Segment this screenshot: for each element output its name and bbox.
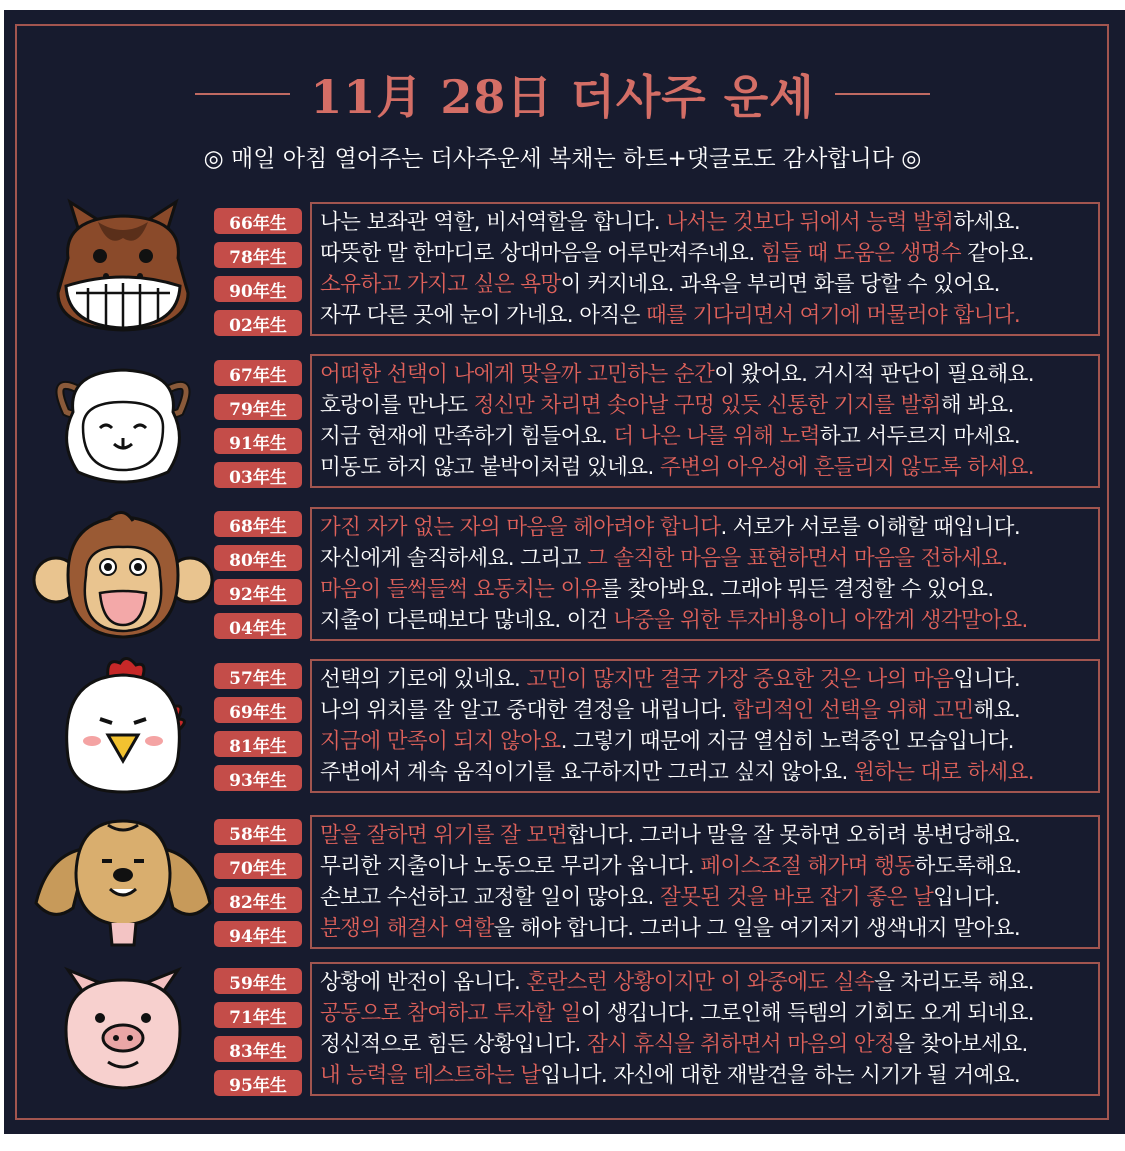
birth-year-badge: 81年生 xyxy=(214,731,302,757)
fortune-line: 주변에서 계속 움직이기를 요구하지만 그러고 싶지 않아요. 원하는 대로 하세요. xyxy=(320,760,1034,785)
fortune-box xyxy=(310,815,1100,949)
title-bar xyxy=(0,64,1125,124)
fortune-line: 호랑이를 만나도 정신만 차리면 솟아날 구멍 있듯 신통한 기지를 발휘해 봐요. xyxy=(320,393,1014,418)
birth-year-badge: 59年生 xyxy=(214,968,302,994)
birth-year-badge: 95年生 xyxy=(214,1070,302,1096)
fortune-box xyxy=(310,507,1100,641)
birth-year-badge: 94年生 xyxy=(214,921,302,947)
birth-year-badge: 70年生 xyxy=(214,853,302,879)
horse-icon xyxy=(28,198,218,338)
birth-year-badge: 78年生 xyxy=(214,242,302,268)
fortune-line: 상황에 반전이 옵니다. 혼란스런 상황이지만 이 와중에도 실속을 차리도록 해요. xyxy=(320,970,1035,995)
title-rule-right xyxy=(835,93,930,95)
fortune-line: 어떠한 선택이 나에게 맞을까 고민하는 순간이 왔어요. 거시적 판단이 필요해요. xyxy=(320,362,1034,387)
fortune-box xyxy=(310,659,1100,793)
fortune-box xyxy=(310,354,1100,488)
fortune-line: 미동도 하지 않고 붙박이처럼 있네요. 주변의 아우성에 흔들리지 않도록 하세요. xyxy=(320,455,1034,480)
birth-year-badge: 67年生 xyxy=(214,360,302,386)
birth-year-badge: 68年生 xyxy=(214,511,302,537)
dog-icon xyxy=(28,813,218,953)
birth-year-list xyxy=(214,511,302,647)
fortune-line: 자신에게 솔직하세요. 그리고 그 솔직한 마음을 표현하면서 마음을 전하세요. xyxy=(320,546,1008,571)
birth-year-badge: 03年生 xyxy=(214,462,302,488)
fortune-line: 지금 현재에 만족하기 힘들어요. 더 나은 나를 위해 노력하고 서두르지 마세요. xyxy=(320,424,1021,449)
fortune-line: 정신적으로 힘든 상황입니다. 잠시 휴식을 취하면서 마음의 안정을 찾아보세요. xyxy=(320,1032,1028,1057)
birth-year-badge: 04年生 xyxy=(214,613,302,639)
fortune-line: 가진 자가 없는 자의 마음을 헤아려야 합니다. 서로가 서로를 이해할 때입니다. xyxy=(320,515,1021,540)
fortune-line: 자꾸 다른 곳에 눈이 가네요. 아직은 때를 기다리면서 여기에 머물러야 합니다. xyxy=(320,303,1021,328)
fortune-line: 손보고 수선하고 교정할 일이 많아요. 잘못된 것을 바로 잡기 좋은 날입니다. xyxy=(320,885,1000,910)
title-rule-left xyxy=(195,93,290,95)
birth-year-badge: 79年生 xyxy=(214,394,302,420)
birth-year-badge: 91年生 xyxy=(214,428,302,454)
birth-year-badge: 71年生 xyxy=(214,1002,302,1028)
fortune-line: 내 능력을 테스트하는 날입니다. 자신에 대한 재발견을 하는 시기가 될 거예요. xyxy=(320,1063,1021,1088)
birth-year-list xyxy=(214,968,302,1104)
birth-year-badge: 02年生 xyxy=(214,310,302,336)
birth-year-badge: 80年生 xyxy=(214,545,302,571)
birth-year-badge: 92年生 xyxy=(214,579,302,605)
pig-icon xyxy=(28,962,218,1097)
birth-year-badge: 69年生 xyxy=(214,697,302,723)
fortune-box xyxy=(310,962,1100,1096)
fortune-line: 지금에 만족이 되지 않아요. 그렇기 때문에 지금 열심히 노력중인 모습입니다. xyxy=(320,729,1014,754)
fortune-line: 공동으로 참여하고 투자할 일이 생깁니다. 그로인해 득템의 기회도 오게 되네요. xyxy=(320,1001,1034,1026)
birth-year-badge: 66年生 xyxy=(214,208,302,234)
birth-year-list xyxy=(214,819,302,955)
birth-year-list xyxy=(214,360,302,496)
page-title: 11月 28日 더사주 운세 xyxy=(310,70,815,124)
fortune-box xyxy=(310,202,1100,336)
fortune-line: 소유하고 가지고 싶은 욕망이 커지네요. 과욕을 부리면 화를 당할 수 있어요. xyxy=(320,272,1000,297)
birth-year-badge: 82年生 xyxy=(214,887,302,913)
fortune-line: 따뜻한 말 한마디로 상대마음을 어루만져주네요. 힘들 때 도움은 생명수 같아요. xyxy=(320,241,1035,266)
sheep-icon xyxy=(28,352,218,492)
fortune-line: 마음이 들썩들썩 요동치는 이유를 찾아봐요. 그래야 뭐든 결정할 수 있어요. xyxy=(320,577,994,602)
fortune-line: 지출이 다른때보다 많네요. 이건 나중을 위한 투자비용이니 아깝게 생각말아요. xyxy=(320,608,1028,633)
birth-year-badge: 83年生 xyxy=(214,1036,302,1062)
monkey-icon xyxy=(28,505,218,645)
birth-year-badge: 90年生 xyxy=(214,276,302,302)
fortune-line: 분쟁의 해결사 역할을 해야 합니다. 그러나 그 일을 여기저기 생색내지 말아요. xyxy=(320,916,1021,941)
fortune-line: 나는 보좌관 역할, 비서역할을 합니다. 나서는 것보다 뒤에서 능력 발휘하세요. xyxy=(320,210,1021,235)
birth-year-badge: 57年生 xyxy=(214,663,302,689)
birth-year-badge: 93年生 xyxy=(214,765,302,791)
birth-year-badge: 58年生 xyxy=(214,819,302,845)
birth-year-list xyxy=(214,663,302,799)
fortune-line: 선택의 기로에 있네요. 고민이 많지만 결국 가장 중요한 것은 나의 마음입니다. xyxy=(320,667,1021,692)
fortune-line: 무리한 지출이나 노동으로 무리가 옵니다. 페이스조절 해가며 행동하도록해요. xyxy=(320,854,1022,879)
fortune-line: 말을 잘하면 위기를 잘 모면합니다. 그러나 말을 잘 못하면 오히려 봉변당해요. xyxy=(320,823,1021,848)
birth-year-list xyxy=(214,208,302,344)
page-subtitle: ◎ 매일 아침 열어주는 더사주운세 복채는 하트+댓글로도 감사합니다 ◎ xyxy=(203,146,922,172)
fortune-line: 나의 위치를 잘 알고 중대한 결정을 내립니다. 합리적인 선택을 위해 고민해요. xyxy=(320,698,1021,723)
rooster-icon xyxy=(28,657,218,797)
